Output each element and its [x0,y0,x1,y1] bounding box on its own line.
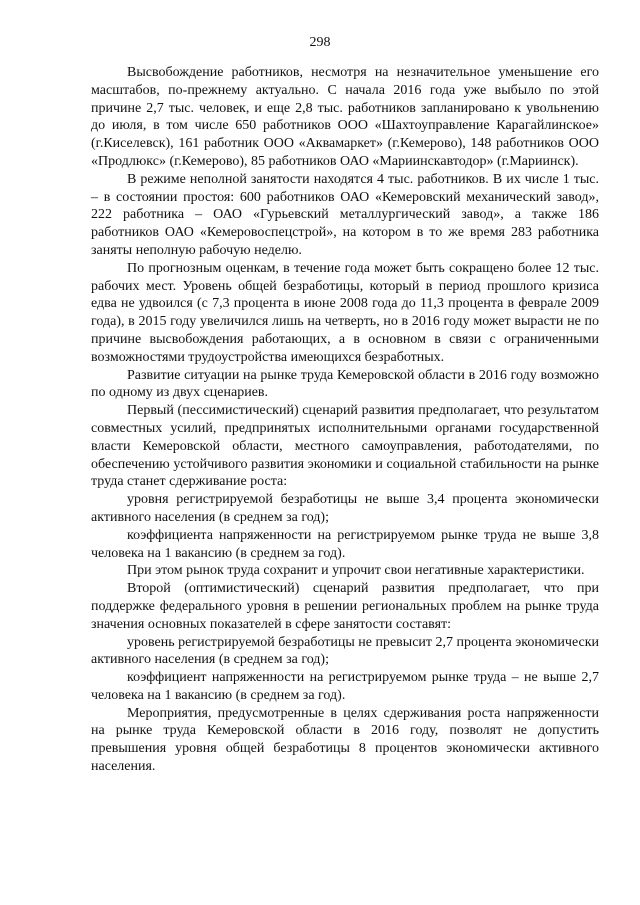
paragraph-part-time: В режиме неполной занятости находятся 4 тыс. работников. В их числе 1 тыс. – в состоянии простоя: 600 работников ОАО «Кемеровский механический завод», 222 работника – ОАО «Гурьевский металлургический завод», а также 186 работников ОАО «Кемеровоспецстрой», на котором в то же время 283 работника заняты неполную рабочую неделю. [91,171,599,258]
paragraph-optimistic-scenario: Второй (оптимистический) сценарий развития предполагает, что при поддержке федерального уровня в решении региональных проблем на рынке труда значения основных показателей в сфере занятости составят: [91,581,599,632]
paragraph-optimistic-unemployment: уровень регистрируемой безработицы не превысит 2,7 процента экономически активного населения (в среднем за год); [91,634,600,668]
document-body [91,64,599,776]
paragraph-optimistic-tension: коэффициент напряженности на регистрируемом рынке труда – не выше 2,7 человека на 1 вакансию (в среднем за год). [91,670,599,703]
page-number: 298 [309,35,331,50]
paragraph-pessimistic-unemployment: уровня регистрируемой безработицы не выше 3,4 процента экономически активного населения (в среднем за год); [91,492,599,525]
paragraph-pessimistic-scenario: Первый (пессимистический) сценарий развития предполагает, что результатом совместных усилий, предпринятых исполнительными органами государственной власти Кемеровской области, местного самоуправления, работодателями, по обеспечению устойчивого развития экономики и социальной стабильности на рынке труда станет сдерживание роста: [91,403,599,490]
paragraph-scenarios-intro: Развитие ситуации на рынке труда Кемеровской области в 2016 году возможно по одному из двух сценариев. [91,367,599,401]
paragraph-forecast: По прогнозным оценкам, в течение года может быть сокращено более 12 тыс. рабочих мест. Уровень общей безработицы, который в период прошлого кризиса едва не удвоился (с 7,3 процента в июне 2008 года до 11,3 процента в феврале 2009 года), в 2015 году увеличился лишь на четверть, но в 2016 году может вырасти не по причине высвобождения работающих, а в основном в связи с ограниченными возможностями трудоустройства имеющихся безработных. [91,260,599,365]
paragraph-pessimistic-note: При этом рынок труда сохранит и упрочит свои негативные характеристики. [127,563,585,579]
paragraph-layoffs: Высвобождение работников, несмотря на незначительное уменьшение его масштабов, по-прежнему актуально. С начала 2016 года уже выбыло по этой причине 2,7 тыс. человек, и еще 2,8 тыс. работников запланировано к увольнению до июля, в том числе 650 работников ООО «Шахтоуправление Карагайлинское» (г.Киселевск), 161 работник ООО «Аквамаркет» (г.Кемерово), 148 работников ООО «Продлюкс» (г.Кемерово), 85 работников ОАО «Мариинскавтодор» (г.Мариинск). [91,65,599,169]
paragraph-measures: Мероприятия, предусмотренные в целях сдерживания роста напряженности на рынке труда Кемеровской области в 2016 году, позволят не допустить превышения уровня общей безработицы 8 процентов экономически активного населения. [91,705,599,775]
paragraph-pessimistic-tension: коэффициента напряженности на регистрируемом рынке труда не выше 3,8 человека на 1 вакансию (в среднем за год). [91,527,599,561]
